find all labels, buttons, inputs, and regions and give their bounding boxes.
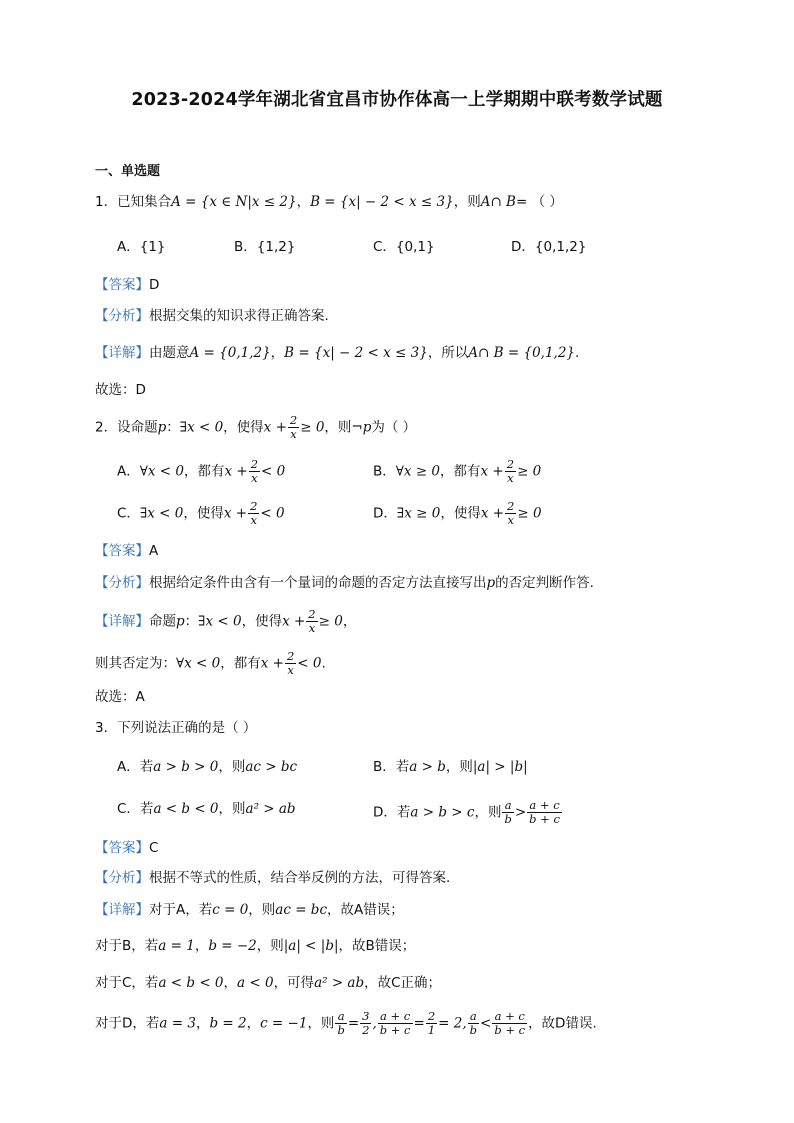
fraction: $\frac{2}{x}$ [506,457,515,485]
q3-option-a: A．若a > b > 0，则ac > bc [117,759,298,775]
q3-detail-b: 对于B，若a = 1，b = −2，则|a| < |b|，故B错误； [95,938,416,954]
fraction: $\frac{2}{x}$ [507,499,515,527]
q2-answer: 【答案】A [95,543,159,559]
q1-detail: 【详解】由题意A = {0,1,2}，B = {x| − 2 < x ≤ 3}，所以A∩ B = {0,1,2}. [95,345,580,361]
q1-option-a: A．{1} [117,239,166,255]
q3-detail-a: 【详解】对于A，若c = 0，则ac = bc，故A错误； [95,902,404,918]
section-heading: 一、单选题 [95,164,161,179]
q3-answer: 【答案】C [95,840,159,856]
q3-option-c: C．若a < b < 0，则a² > ab [117,801,296,817]
q2-stem: 2．设命题p：∃x < 0，使得x + $\frac{2}{x}$ ≥ 0，则¬p为（ ） [95,413,417,441]
fraction: $\frac{a}{b}$ [504,798,512,826]
q3-detail-d: 对于D，若a = 3，b = 2，c = −1，则 $\frac{a}{b}$ = $\frac{3}{2}$ , $\frac{a + c}{b + c}$ = $\frac{2}{1}$ = 2, $\frac{a}{b}$ < $\frac{a + c}{b + c}$ ，故D错误. [95,1009,597,1037]
q2-conclusion: 故选：A [95,689,145,705]
q2-negation: 则其否定为：∀x < 0，都有x + $\frac{2}{x}$ < 0. [95,649,326,677]
q3-analysis: 【分析】根据不等式的性质，结合举反例的方法，可得答案. [95,870,451,886]
q1-option-d: D．{0,1,2} [511,239,587,255]
q3-option-b: B．若a > b，则|a| > |b| [373,759,528,775]
fraction: $\frac{2}{x}$ [250,499,258,527]
q1-analysis: 【分析】根据交集的知识求得正确答案. [95,308,329,324]
q3-detail-c: 对于C，若a < b < 0，a < 0，可得a² > ab，故C正确； [95,975,442,991]
q2-detail: 【详解】命题p：∃x < 0，使得x + $\frac{2}{x}$ ≥ 0， [95,607,357,635]
q1-stem: 1．已知集合A = {x ∈ N|x ≤ 2}，B = {x| − 2 < x ≤ 3}，则A∩ B= （ ） [95,194,563,210]
fraction: $\frac{a + c}{b + c}$ [494,1009,526,1037]
q3-option-d: D．若a > b > c，则 $\frac{a}{b}$ > $\frac{a + c}{b + c}$ [373,798,560,826]
fraction: $\frac{2}{x}$ [250,457,259,485]
q2-analysis: 【分析】根据给定条件由含有一个量词的命题的否定方法直接写出p的否定判断作答. [95,575,594,591]
fraction: $\frac{3}{2}$ [362,1009,370,1037]
q3-stem: 3．下列说法正确的是（ ） [95,720,257,736]
q2-option-d: D．∃x ≥ 0，使得x + $\frac{2}{x}$ ≥ 0 [373,499,542,527]
fraction: $\frac{2}{x}$ [289,413,298,441]
fraction: $\frac{2}{x}$ [286,649,295,677]
q1-option-c: C．{0,1} [373,239,435,255]
q1-option-b: B．{1,2} [234,239,296,255]
fraction: $\frac{a}{b}$ [469,1009,477,1037]
q2-option-a: A．∀x < 0，都有x + $\frac{2}{x}$ < 0 [117,457,286,485]
fraction: $\frac{a}{b}$ [337,1009,345,1037]
q1-answer: 【答案】D [95,277,160,293]
fraction: $\frac{2}{x}$ [308,607,316,635]
q2-option-b: B．∀x ≥ 0，都有x + $\frac{2}{x}$ ≥ 0 [373,457,542,485]
fraction: $\frac{a + c}{b + c}$ [379,1009,411,1037]
q2-option-c: C．∃x < 0，使得x + $\frac{2}{x}$ < 0 [117,499,285,527]
q1-conclusion: 故选：D [95,382,146,398]
fraction: $\frac{a + c}{b + c}$ [529,798,560,826]
fraction: $\frac{2}{1}$ [427,1009,436,1037]
page-title: 2023-2024学年湖北省宜昌市协作体高一上学期期中联考数学试题 [131,90,663,110]
